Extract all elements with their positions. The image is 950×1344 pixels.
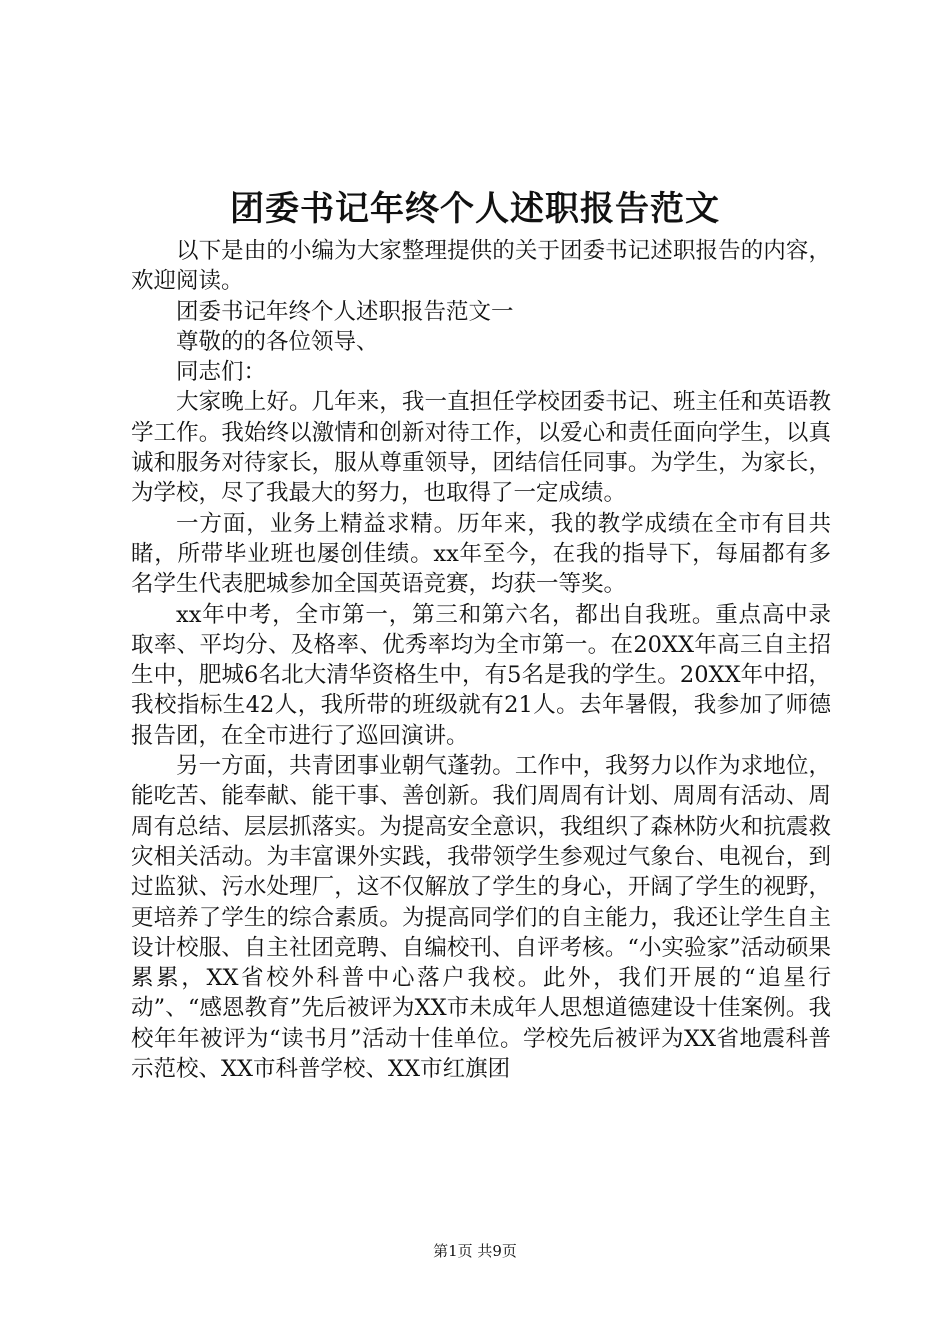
salutation-line: 尊敬的的各位领导、 [176, 328, 379, 355]
intro-paragraph: 以下是由的小编为大家整理提供的关于团委书记述职报告的内容，欢迎阅读。 [131, 238, 831, 295]
body-paragraph: 一方面，业务上精益求精。历年来，我的教学成绩在全市有目共睹，所带毕业班也屡创佳绩。xx年至今，在我的指导下，每届都有多名学生代表肥城参加全国英语竞赛，均获一等奖。 [131, 510, 831, 598]
body-paragraph: 大家晚上好。几年来，我一直担任学校团委书记、班主任和英语教学工作。我始终以激情和创新对待工作，以爱心和责任面向学生，以真诚和服务对待家长，服从尊重领导，团结信任同事。为学生，为家长，为学校，尽了我最大的努力，也取得了一定成绩。 [131, 389, 831, 507]
document-body [131, 236, 831, 1084]
body-paragraph: xx年中考，全市第一，第三和第六名，都出自我班。重点高中录取率、平均分、及格率、优秀率均为全市第一。在20XX年高三自主招生中，肥城6名北大清华资格生中，有5名是我的学生。20XX年中招，我校指标生42人，我所带的班级就有21人。去年暑假，我参加了师德报告团，在全市进行了巡回演讲。 [131, 601, 831, 749]
salutation-line: 同志们： [176, 359, 267, 386]
page-footer: 第1页 共9页 [433, 1242, 517, 1260]
document-title: 团委书记年终个人述职报告范文 [230, 189, 720, 229]
body-paragraph: 另一方面，共青团事业朝气蓬勃。工作中，我努力以作为求地位，能吃苦、能奉献、能干事、善创新。我们周周有计划、周周有活动、周周有总结、层层抓落实。为提高安全意识，我组织了森林防火和抗震救灾相关活动。为丰富课外实践，我带领学生参观过气象台、电视台，到过监狱、污水处理厂，这不仅解放了学生的身心，开阔了学生的视野，更培养了学生的综合素质。为提高同学们的自主能力，我还让学生自主设计校服、自主社团竞聘、自编校刊、自评考核。“小实验家”活动硕果累累，XX省校外科普中心落户我校。此外，我们开展的“追星行动”、“感恩教育”先后被评为XX市未成年人思想道德建设十佳案例。我校年年被评为“读书月”活动十佳单位。学校先后被评为XX省地震科普示范校、XX市科普学校、XX市红旗团 [131, 753, 831, 1083]
section-heading: 团委书记年终个人述职报告范文一 [176, 298, 514, 325]
